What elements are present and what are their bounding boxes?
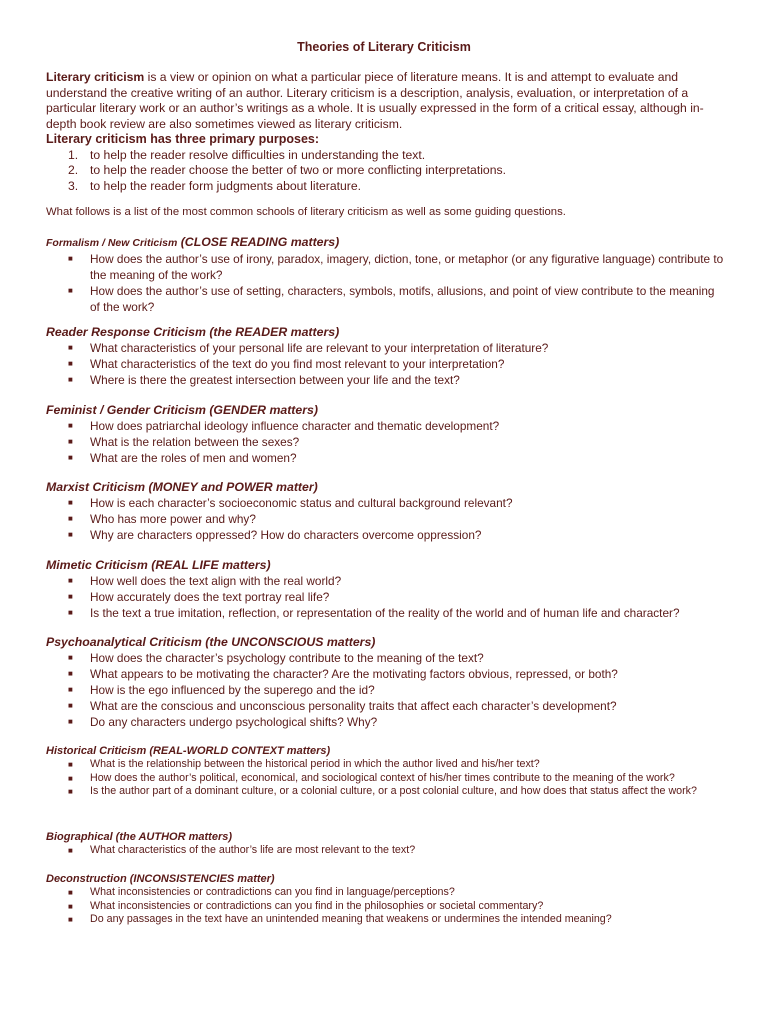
question-text: How does the character’s psychology contribute to the meaning of the text?	[90, 651, 484, 665]
question-item	[46, 372, 726, 388]
square-bullet-icon: ■	[68, 592, 73, 601]
question-list	[46, 573, 726, 621]
purpose-item	[46, 179, 726, 195]
section-school-name: Historical Criticism	[46, 745, 147, 757]
question-text: How does the author’s political, economical, and sociological context of his/her times contribute to the meaning of the work?	[90, 771, 675, 784]
square-bullet-icon: ■	[68, 669, 73, 678]
square-bullet-icon: ■	[68, 254, 73, 263]
question-list	[46, 758, 726, 799]
definition-text	[46, 70, 726, 132]
question-text: Where is there the greatest intersection between your life and the text?	[90, 373, 460, 387]
purpose-text: to help the reader form judgments about literature.	[90, 178, 361, 193]
criticism-section	[46, 479, 726, 543]
question-item	[46, 714, 726, 730]
schools-intro: What follows is a list of the most common schools of literary criticism as well as some guiding questions.	[46, 206, 566, 218]
square-bullet-icon: ■	[68, 375, 73, 384]
section-school-name: Deconstruction	[46, 873, 127, 885]
section-school-name: Marxist Criticism	[46, 480, 146, 494]
section-heading	[46, 402, 726, 418]
section-school-name: Mimetic Criticism	[46, 558, 148, 572]
section-focus-tag: (GENDER matters)	[205, 403, 318, 417]
square-bullet-icon: ■	[68, 773, 73, 783]
question-text: Do any characters undergo psychological shifts? Why?	[90, 715, 378, 729]
question-text: Is the text a true imitation, reflection, or representation of the reality of the world and of human life and character?	[90, 606, 680, 620]
question-text: How is the ego influenced by the superego and the id?	[90, 683, 375, 697]
purpose-item	[46, 148, 726, 164]
question-text: Who has more power and why?	[90, 512, 256, 526]
criticism-section	[46, 744, 726, 799]
purpose-number: 2.	[68, 163, 79, 177]
intro-paragraph	[46, 70, 726, 194]
question-item	[46, 650, 726, 666]
question-list	[46, 495, 726, 543]
section-focus-tag: (REAL LIFE matters)	[147, 558, 271, 572]
section-focus-tag: (CLOSE READING matters)	[177, 235, 340, 249]
criticism-section	[46, 872, 726, 927]
criticism-section	[46, 324, 726, 388]
section-school-name: Feminist / Gender Criticism	[46, 403, 206, 417]
question-item	[46, 356, 726, 372]
question-item	[46, 589, 726, 605]
question-item	[46, 450, 726, 466]
question-item	[46, 605, 726, 621]
definition-term: Literary criticism	[46, 70, 145, 84]
section-focus-tag: (the AUTHOR matters)	[112, 831, 233, 843]
question-item	[46, 527, 726, 543]
question-list	[46, 886, 726, 927]
square-bullet-icon: ■	[68, 901, 73, 911]
section-focus-tag: (INCONSISTENCIES matter)	[126, 873, 275, 885]
question-item	[46, 913, 726, 927]
question-text: What is the relation between the sexes?	[90, 435, 300, 449]
section-heading	[46, 830, 726, 844]
question-item	[46, 573, 726, 589]
question-item	[46, 251, 726, 283]
square-bullet-icon: ■	[68, 653, 73, 662]
question-item	[46, 495, 726, 511]
question-item	[46, 434, 726, 450]
purpose-number: 3.	[68, 178, 79, 193]
question-text: What appears to be motivating the character? Are the motivating factors obvious, repressed, or both?	[90, 667, 618, 681]
question-text: What are the roles of men and women?	[90, 451, 297, 465]
criticism-section	[46, 402, 726, 466]
question-text: What characteristics of the text do you find most relevant to your interpretation?	[90, 357, 505, 371]
section-heading	[46, 872, 726, 886]
criticism-section	[46, 234, 726, 315]
question-item	[46, 511, 726, 527]
page-title: Theories of Literary Criticism	[297, 40, 471, 54]
purpose-item	[46, 163, 726, 179]
square-bullet-icon: ■	[68, 760, 73, 769]
square-bullet-icon: ■	[68, 846, 73, 855]
square-bullet-icon: ■	[68, 608, 73, 617]
question-item	[46, 682, 726, 698]
purpose-number: 1.	[68, 147, 79, 162]
question-item	[46, 758, 726, 772]
square-bullet-icon: ■	[68, 576, 73, 585]
square-bullet-icon: ■	[68, 530, 73, 539]
criticism-section	[46, 634, 726, 730]
question-text: What inconsistencies or contradictions can you find in language/perceptions?	[90, 886, 455, 898]
purposes-list	[46, 148, 726, 195]
criticism-section	[46, 557, 726, 621]
purpose-text: to help the reader choose the better of two or more conflicting interpretations.	[90, 163, 506, 177]
square-bullet-icon: ■	[68, 888, 73, 897]
square-bullet-icon: ■	[68, 701, 73, 710]
question-list	[46, 251, 726, 315]
square-bullet-icon: ■	[68, 437, 73, 446]
question-text: How accurately does the text portray real life?	[90, 590, 330, 604]
question-text: What characteristics of the author’s life are most relevant to the text?	[90, 844, 416, 856]
section-focus-tag: (the READER matters)	[205, 325, 340, 339]
section-heading	[46, 479, 726, 495]
section-heading	[46, 557, 726, 573]
square-bullet-icon: ■	[68, 286, 73, 295]
question-text: How does the author’s use of irony, paradox, imagery, diction, tone, or metaphor (or any figurative language) contribute to the meaning of the work?	[90, 252, 724, 282]
question-text: Do any passages in the text have an unintended meaning that weakens or undermines the intended meaning?	[90, 913, 612, 925]
section-school-name: Formalism / New Criticism	[46, 237, 178, 249]
question-text: Is the author part of a dominant culture, or a colonial culture, or a post colonial culture, and how does that status affect the work?	[90, 785, 697, 797]
question-text: What characteristics of your personal life are relevant to your interpretation of literature?	[90, 341, 549, 355]
square-bullet-icon: ■	[68, 787, 73, 796]
question-item	[46, 886, 726, 900]
square-bullet-icon: ■	[68, 915, 73, 924]
square-bullet-icon: ■	[68, 685, 73, 694]
square-bullet-icon: ■	[68, 343, 73, 352]
question-list	[46, 418, 726, 466]
question-item	[46, 283, 726, 315]
section-heading	[46, 744, 726, 758]
section-heading	[46, 234, 726, 251]
purposes-heading: Literary criticism has three primary purposes:	[46, 132, 320, 146]
section-heading	[46, 324, 726, 340]
question-text: What inconsistencies or contradictions can you find in the philosophies or societal commentary?	[90, 899, 544, 912]
question-item	[46, 900, 726, 914]
square-bullet-icon: ■	[68, 453, 73, 462]
section-focus-tag: (MONEY and POWER matter)	[145, 480, 318, 494]
section-school-name: Psychoanalytical Criticism	[46, 635, 202, 649]
question-item	[46, 844, 726, 858]
square-bullet-icon: ■	[68, 421, 73, 430]
purpose-text: to help the reader resolve difficulties in understanding the text.	[90, 147, 426, 162]
question-item	[46, 666, 726, 682]
square-bullet-icon: ■	[68, 717, 73, 726]
question-item	[46, 772, 726, 786]
question-text: How does patriarchal ideology influence character and thematic development?	[90, 419, 500, 433]
question-item	[46, 418, 726, 434]
section-school-name: Reader Response Criticism	[46, 325, 206, 339]
question-text: Why are characters oppressed? How do characters overcome oppression?	[90, 528, 482, 542]
question-text: What are the conscious and unconscious personality traits that affect each character’s development?	[90, 699, 617, 713]
section-focus-tag: (the UNCONSCIOUS matters)	[201, 635, 376, 649]
definition-body: is a view or opinion on what a particular piece of literature means. It is and attempt to evaluate and understand the creative writing of an author. Literary criticism is a description, analysis, evaluation, or interpretation of a particular literary work or an author’s writings as a whole. It is usually expressed in the form of a critical essay, although in-depth book review are also sometimes viewed as literary criticism.	[46, 70, 704, 131]
section-heading	[46, 634, 726, 650]
question-item	[46, 698, 726, 714]
question-list	[46, 650, 726, 730]
question-text: How does the author’s use of setting, characters, symbols, motifs, allusions, and point of view contribute to the meaning of the work?	[90, 284, 715, 314]
square-bullet-icon: ■	[68, 498, 73, 507]
question-list	[46, 340, 726, 388]
question-text: How is each character’s socioeconomic status and cultural background relevant?	[90, 496, 513, 510]
question-item	[46, 340, 726, 356]
criticism-section	[46, 830, 726, 858]
section-focus-tag: (REAL-WORLD CONTEXT matters)	[146, 745, 331, 757]
square-bullet-icon: ■	[68, 514, 73, 523]
question-item	[46, 785, 726, 799]
question-text: What is the relationship between the historical period in which the author lived and his/her text?	[90, 758, 540, 770]
question-text: How well does the text align with the real world?	[90, 574, 342, 588]
square-bullet-icon: ■	[68, 359, 73, 368]
question-list	[46, 844, 726, 858]
section-school-name: Biographical	[46, 831, 113, 843]
